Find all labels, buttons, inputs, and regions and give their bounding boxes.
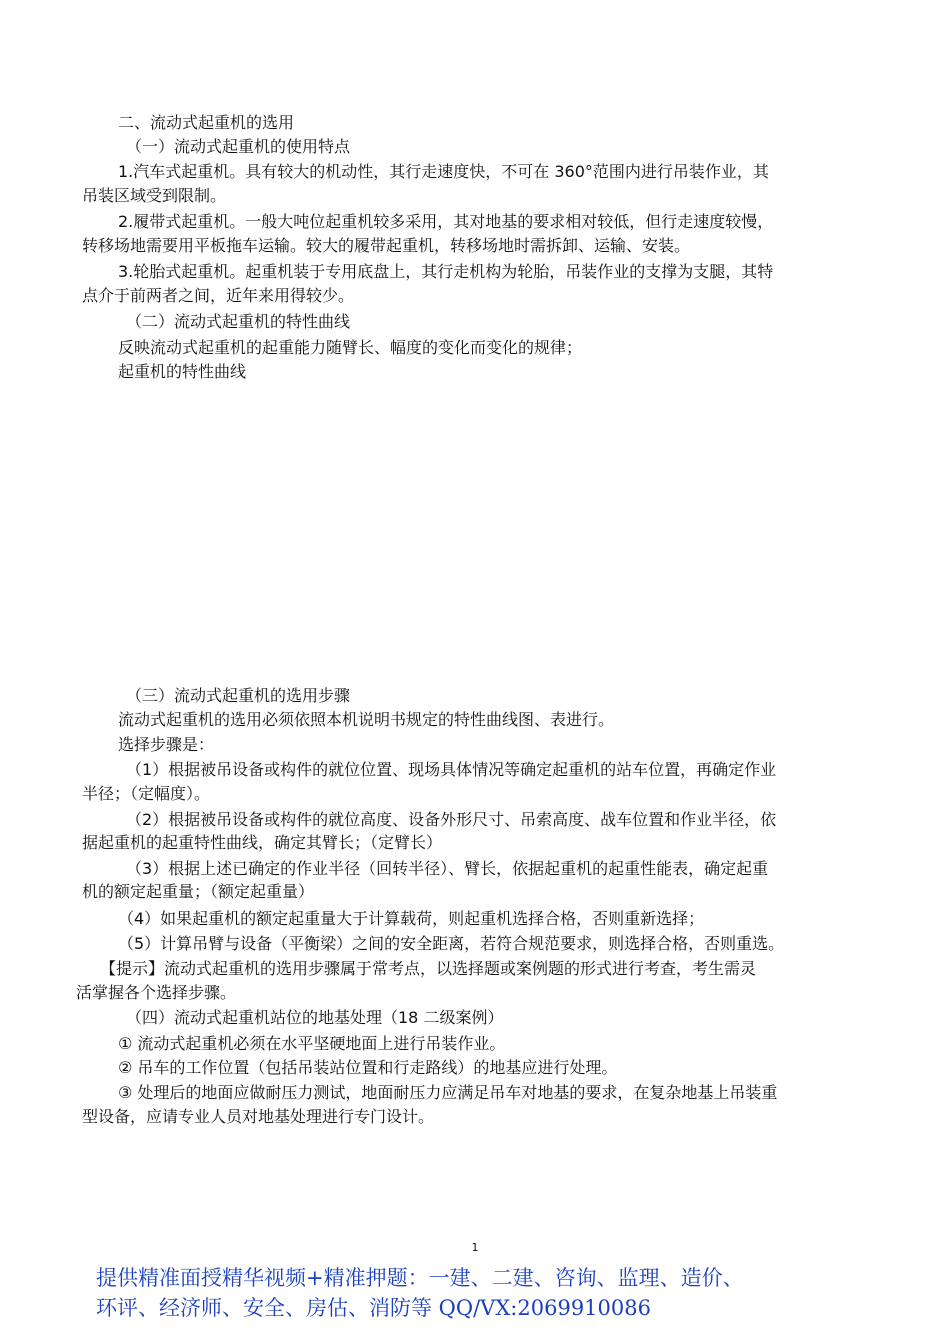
- paragraph-crawler-crane-line1: 2.履带式起重机。一般大吨位起重机较多采用，其对地基的要求相对较低，但行走速度较慢，: [118, 212, 774, 231]
- paragraph-crawler-crane-line2: 转移场地需要用平板拖车运输。较大的履带起重机，转移场地时需拆卸、运输、安装。: [82, 236, 691, 255]
- paragraph-truck-crane-line1: 1.汽车式起重机。具有较大的机动性，其行走速度快，不可在 360°范围内进行吊装作业，其: [118, 162, 769, 181]
- subheading-foundation-treatment: （四）流动式起重机站位的地基处理（18 二级案例）: [126, 1008, 504, 1027]
- footer-ad-line2: 环评、经济师、安全、房估、消防等 QQ/VX:2069910086: [96, 1296, 651, 1320]
- paragraph-steps-intro: 选择步骤是：: [118, 735, 215, 754]
- subheading-characteristic-curve: （二）流动式起重机的特性曲线: [126, 312, 351, 331]
- paragraph-truck-crane-line2: 吊装区域受到限制。: [82, 186, 227, 205]
- characteristic-curve-figure-area: [82, 392, 842, 672]
- section-heading-2: 二、流动式起重机的选用: [118, 113, 295, 132]
- paragraph-tire-crane-line2: 点介于前两者之间，近年来用得较少。: [82, 286, 355, 305]
- subheading-usage-features: （一）流动式起重机的使用特点: [126, 137, 351, 156]
- step-1-line2: 半径；（定幅度）。: [82, 784, 211, 803]
- foundation-item-3-line2: 型设备，应请专业人员对地基处理进行专门设计。: [82, 1107, 435, 1126]
- page-number: 1: [471, 1241, 479, 1254]
- step-2-line1: （2）根据被吊设备或构件的就位高度、设备外形尺寸、吊索高度、战车位置和作业半径，依: [126, 810, 777, 829]
- step-1-line1: （1）根据被吊设备或构件的就位位置、现场具体情况等确定起重机的站车位置，再确定作业: [126, 760, 777, 779]
- step-5: （5）计算吊臂与设备（平衡梁）之间的安全距离，若符合规范要求，则选择合格，否则重选。: [118, 934, 785, 953]
- paragraph-curve-definition: 反映流动式起重机的起重能力随臂长、幅度的变化而变化的规律；: [118, 338, 583, 357]
- tip-line1: 【提示】流动式起重机的选用步骤属于常考点，以选择题或案例题的形式进行考查，考生需灵: [100, 959, 757, 978]
- foundation-item-3-line1: ③ 处理后的地面应做耐压力测试，地面耐压力应满足吊车对地基的要求，在复杂地基上吊装重: [118, 1083, 778, 1102]
- subheading-selection-steps: （三）流动式起重机的选用步骤: [126, 686, 351, 705]
- foundation-item-2: ② 吊车的工作位置（包括吊装站位置和行走路线）的地基应进行处理。: [118, 1058, 618, 1077]
- step-3-line1: （3）根据上述已确定的作业半径（回转半径）、臂长，依据起重机的起重性能表，确定起重: [126, 859, 769, 878]
- footer-ad-line1: 提供精准面授精华视频+精准押题：一建、二建、咨询、监理、造价、: [96, 1266, 744, 1290]
- step-2-line2: 据起重机的起重特性曲线，确定其臂长；（定臂长）: [82, 833, 443, 852]
- tip-line2: 活掌握各个选择步骤。: [76, 983, 237, 1002]
- paragraph-tire-crane-line1: 3.轮胎式起重机。起重机装于专用底盘上，其行走机构为轮胎，吊装作业的支撑为支腿，其特: [118, 262, 774, 281]
- figure-caption-characteristic-curve: 起重机的特性曲线: [118, 362, 247, 381]
- paragraph-selection-basis: 流动式起重机的选用必须依照本机说明书规定的特性曲线图、表进行。: [118, 710, 615, 729]
- foundation-item-1: ① 流动式起重机必须在水平坚硬地面上进行吊装作业。: [118, 1034, 506, 1053]
- step-3-line2: 机的额定起重量；（额定起重量）: [82, 882, 315, 901]
- step-4: （4）如果起重机的额定起重量大于计算载荷，则起重机选择合格，否则重新选择；: [118, 909, 705, 928]
